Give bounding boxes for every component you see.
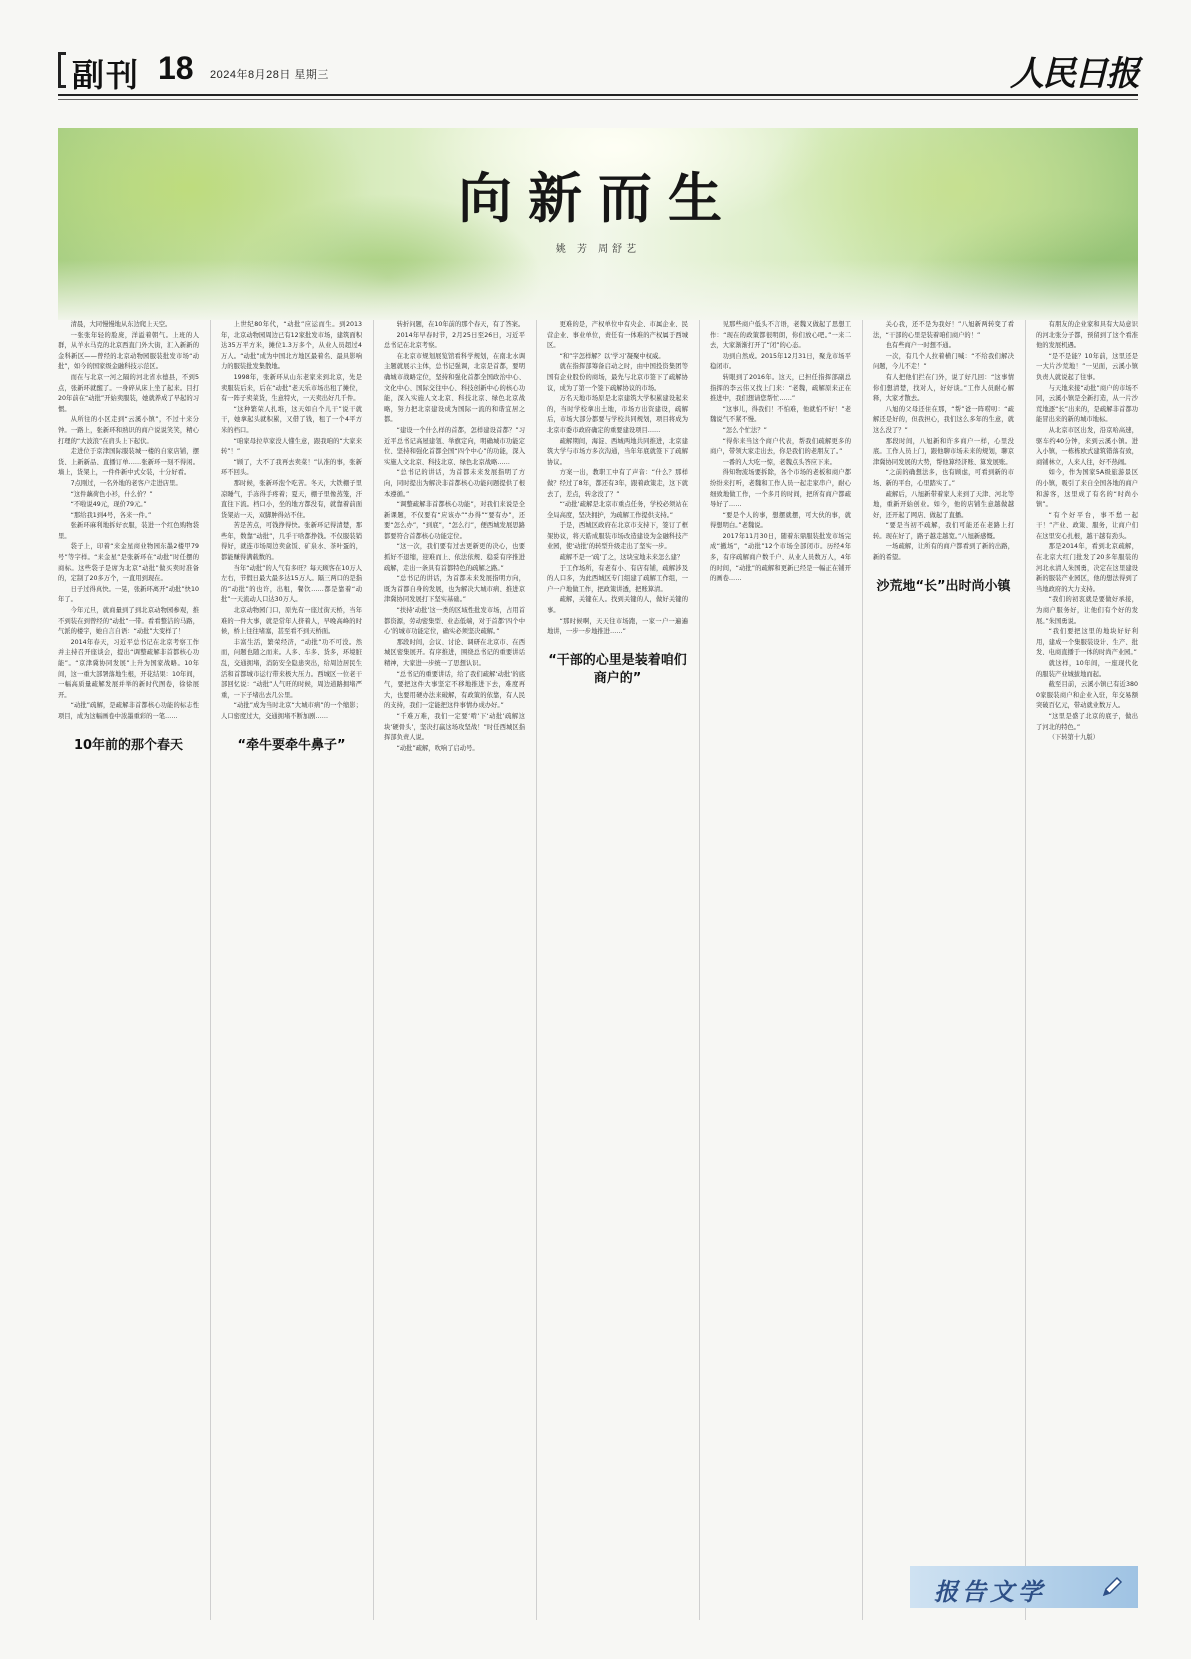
section-subhead: “干部的心里是装着咱们商户的”: [548, 652, 687, 686]
paragraph: “和”字怎样解？以‘学习’凝聚中权威。: [559, 352, 665, 360]
paragraph: “总书记的讲话，为首都未来发展指明了方向，同时提出为解决非首都核心功能问题提供了根本遵循。”: [384, 469, 525, 498]
paragraph: 从所往的小区走到“云溪小镇”，不过十来分钟。一路上，张新环和熟识的商户说说笑笑，精心打理的“大波浪”在肩头上下起伏。: [58, 416, 199, 445]
paragraph: 疏解不是一‘疏’了之，这块宝地未来怎么建？: [559, 554, 684, 562]
paragraph: “怎么个忙法？”: [722, 426, 767, 434]
section-bracket: [58, 52, 66, 88]
paragraph: “建设一个什么样的首都，怎样建设首都？”习近平总书记高屋建瓴、举旗定向，明确城市功能定位、坚持和强化首都全国“四个中心”的功能，深入实施人文北京、科技北京、绿色北京战略……: [384, 426, 525, 466]
paragraph: “‘动批’疏解是北京市重点任务，学校必须站在全局高度，坚决拥护，为疏解工作提供支持。”: [547, 501, 688, 519]
section-tag-label: 报告文学: [934, 1577, 1046, 1606]
paragraph: 清晨，大同慢慢地从东边爬上天空。: [70, 321, 172, 328]
paragraph: “动批”疏解，吹响了启动号。: [396, 744, 479, 752]
section-subhead: 沙荒地“长”出时尚小镇: [876, 578, 1011, 594]
paragraph: 丰富生活，繁荣经济，“动批”功不可没。然而，问题也随之而来。人多、车多、货多，环境脏乱，交通拥堵，消防安全隐患突出，给周边居民生活和首都城市运行带来极大压力。西城区一位老干部回忆说：“动批”人气旺的时候，周边道路拥堵严重，一下子堵出去几公里。: [221, 638, 362, 699]
paragraph: 那时候，张新环泡个吃苦。冬天，大铁棚子里凉睡气，手冻得手疼着；夏天，棚子里像蒸笼，汗直往下流。档口小，坐的地方都没有，就靠着前面货架站一天，双脚肿得站不住。: [221, 479, 362, 519]
column-1: [58, 320, 199, 1620]
paragraph: 在北京市规划展览馆看科学规划，在南北水调主题就展示主体，总书记强调，北京是首都，要明确城市战略定位，坚持和强化首都全国政治中心、文化中心、国际交往中心、科技创新中心的核心功能，深入实施人文北京、科技北京、绿色北京战略，努力把北京建设成为国际一流的和谐宜居之都。: [384, 352, 525, 424]
paragraph: 就在指挥部筹备启动之时，由中国投资集团等国有企业股份的商场，最先与北京市签下了疏解协议，成为了第一个签下疏解协议的市场。: [547, 363, 688, 392]
paragraph: 1998年，张新环从山东老家来到北京，先是卖服装后来，后在“动批”老天乐市场出租了摊位，有一阵子卖菜货，生意特火，一天卖出好几千件。: [221, 373, 362, 403]
column-6: [873, 320, 1014, 1620]
paragraph: 当年“动批”的人气有多旺？每天顾客在10万人左右，节假日最大最多达15万人。隔三两口的是指的“动批”的也许，出租，餐饮……都是靠着“动批”一天流动人口达30万人。: [221, 564, 362, 604]
paragraph: “这里是盛了北京的底子，做出了河北的特色。”: [1036, 712, 1138, 731]
page-number: 18: [158, 50, 194, 86]
paragraph: 日子过得真快。一晃，张新环离开“动批”快10年了。: [58, 585, 199, 604]
paragraph: 得知物流场要拆除，各个市场的老板和商户都纷纷来打听，老魏和工作人员一起走家串户，耐心细致地做工作，一个多月的时间，把所有商户都疏导好了……: [710, 469, 851, 509]
paragraph: 一张张年轻的脸庞，洋溢着朝气。上班的人群，从羊水马克的北京西直门外大街，汇入新新的金科新区——曾经的北京动物园服装批发市场“动批”，如今的国家级金融科技示范区。: [58, 331, 199, 371]
paragraph: 2014年早春时节，2月25日至26日，习近平总书记在北京考察。: [384, 331, 525, 350]
paragraph: 如今，作为国家5A级旅游景区的小镇，吸引了来自全国各地的商户和游客，这里成了有名的“时尚小镇”。: [1036, 469, 1138, 509]
column-divider: [536, 320, 537, 1620]
paragraph: 也有些商户一时想不通。: [885, 342, 955, 350]
column-divider: [373, 320, 374, 1620]
column-5: [710, 320, 851, 1620]
paragraph: 2017年11月30日，随着东鼎服装批发市场完成“撤场”，“动批”12个市场全部闭市。历经4年多，有序疏解商户数千户、从业人员数万人，4年的时间，“动批”的疏解和更新已经是一幅正在铺开的画卷……: [710, 532, 851, 583]
paragraph: “这一次，我们要有过去更新更的决心，也要抓好不退缩，迎难而上、依法依规、稳妥有序推进疏解，走出一条具有首都特色的疏解之路。”: [384, 543, 525, 572]
paragraph: “之前的确想法多，也有顾虑，可看到新的市场、新的平台，心里踏实了。”: [873, 469, 1014, 487]
paragraph: 见那些商户低头不言语，老魏又做起了思想工作：“现在的政策都很明朗，你们放心吧。”一来二去，大家渐渐打开了“闭”的心态。: [710, 321, 851, 350]
paragraph: 一番的人大吃一惊，老魏点头答应下来。: [722, 458, 836, 466]
paragraph: “我们的初衷就是要做好承接，为商户服务好，让他们有个好的发展。”朱国勇说。: [1036, 596, 1138, 625]
paragraph: “动批”成为当时北京“大城市病”的一个缩影；人口密度过大，交通拥堵不断加剧……: [221, 702, 362, 720]
paragraph: 2014年春天，习近平总书记在北京考察工作并主持召开座谈会，提出“调整疏解非首都核心功能”。“京津冀协同发展”上升为国家战略。10年间，这一重大部署落地生根，开花结果：10年间，一幅高质量疏解发展并举的新时代图卷，徐徐展开。: [58, 638, 199, 699]
column-4: [547, 320, 688, 1620]
section-subhead: 10年前的那个春天: [73, 737, 184, 753]
paragraph: 那段时间，八旭新和许多商户一样，心里没底。工作人员上门，跟他聊市场未来的规划，聊京津冀协同发展的大势，帮他算经济账、算发展账。: [873, 437, 1014, 466]
paragraph: 今年元旦，就商量到了到北京动物园参观，推不到装在到曾经的“动批”一带。看看整洁的马路，气派的楼宇，她自言自语：“动批”大变样了！: [58, 607, 199, 636]
paragraph: 于工作场所，有老有小、有店有铺，疏解涉及的人口多，为此西城区专门组建了疏解工作组，一户一户地做工作，把政策讲透，把账算清。: [547, 564, 688, 593]
masthead-rule-thin: [58, 99, 1138, 100]
section-name: 副刊: [72, 56, 141, 94]
paragraph: “是不是能？10年前，这里还是一大片沙荒地！”一见面，云溪小镇负责人就说起了往事。: [1036, 352, 1138, 381]
column-2: [221, 320, 362, 1620]
paragraph: 更难的是，产权单位中有央企、市属企业、民营企业、事业单位，责任有一体难的产权属于西城区。: [547, 321, 688, 350]
banner-fade: [58, 260, 1138, 320]
paragraph: 于是，西城区政府在北京市支持下，签订了框架协议，将天皓成服装市场改造建设为金融科技产业园，使‘动批’的转型升级走出了坚实一步。: [547, 522, 688, 551]
column-divider: [699, 320, 700, 1620]
paragraph: “这件藕荷色小衫，什么价？”: [70, 490, 153, 498]
paragraph: 那是2014年，看到北京疏解，在北京大红门批发了20多年服装的河北永清人朱国勇，决定在这里建设新的服装产业园区，他的想法得到了当地政府的大力支持。: [1036, 543, 1138, 593]
paragraph: “动批”疏解，是疏解非首都核心功能的标志性项目，成为这幅画卷中浓墨重彩的一笔……: [58, 702, 199, 720]
paragraph: 八旭的父母还住在那，“帮”爸一阵唠叨：“疏解还是好的，但我担心，我们这么多年的生意，就这么没了？”: [873, 405, 1014, 434]
paragraph: “这种繁荣人扎堆，这天如自个儿干”说干就干，她拿起头就积累，又借了钱，租了一个4平方米的档口。: [221, 405, 362, 434]
paragraph: 功到自然成。2015年12月31日，聚龙市场平稳闭市。: [710, 352, 851, 371]
paragraph: “那时候啊，天天往市场跑，一家一户一遍遍地讲，一步一步地推进……”: [547, 617, 688, 636]
article-byline: 姚 芳 周舒艺: [555, 244, 641, 255]
column-7: [1036, 320, 1138, 1620]
paragraph: 截至目前，云溪小镇已有近3800家服装商户和企业入驻，年交易额突破百亿元，带动就业数万人。: [1036, 681, 1138, 710]
column-divider: [1025, 320, 1026, 1620]
pen-icon: [1100, 1575, 1124, 1599]
paragraph: （下转第十九版）: [1048, 734, 1099, 742]
paragraph: 疏解后，八旭新带着家人来到了天津、河北等地，重新开始创业。如今，他的店铺生意越做越好，还开起了网店、做起了直播。: [873, 490, 1014, 519]
paragraph: “那给我1到4号，各来一件。”: [70, 511, 152, 519]
article-title: 向新而生: [458, 167, 738, 230]
column-divider: [862, 320, 863, 1620]
paragraph: “顾了，大不了我再去卖菜！”认准的事，张新环不回头。: [221, 458, 362, 477]
column-divider: [210, 320, 211, 1620]
paragraph: 与天地来接“动批”商户的市场不同，云溪小镇是全新打造，从一片沙荒地逐“长”出来的，是疏解非首都功能冒出来的新的城市地标。: [1036, 384, 1138, 424]
paragraph: 有朋友的企业家和具有大局意识的河北张分子都，预留到了这个看准他的发展机遇。: [1036, 321, 1138, 350]
paragraph: 张新环麻利地拆好衣服，装进一个红色购物袋里。: [58, 522, 199, 540]
paragraph: “总书记的讲话，为首都未来发展指明方向，既为首都自身的发展，也为解决大城市病、推进京津冀协同发展打下坚实基础。”: [384, 575, 525, 604]
section-subhead: “牵牛要牵牛鼻子”: [237, 737, 346, 753]
paragraph: “调整疏解非首都核心功能”，对我们来说是全新课题，不仅要有“应该办”“办得”“要有办”，还要“怎么办”，“到底”，“怎么行”，便西城发展思路都要符合首都核心功能定位。: [384, 501, 525, 540]
paper-logo: 人民日报: [1010, 54, 1138, 94]
paragraph: 一次，有几个人拉着横门喊：“不给我们解决问题，今儿不走！”: [873, 352, 1014, 371]
paragraph: 万名天地市场原是北京建筑大学积累建设起来的，当时学校拿出土地，市场方出资建设，疏解后，市场大部分都要与学校共同规划，项目将成为北京市委市政府确定的重要建设项目……: [547, 395, 688, 434]
paragraph: 有人把他们拦在门外，说了好几回：“这事情你们想清楚，找对人，好好谈。”工作人员耐心解释，大家才散去。: [873, 373, 1014, 403]
paragraph: “总书记的重要讲话，给了我们疏解‘动批’的底气，要把这件大事坚定不移地推进下去，难度再大，也要用硬办法来破解，有政策的依靠，有人民的支持，我们一定能把这件事情办成办好。”: [384, 670, 525, 710]
masthead: [58, 42, 1138, 106]
masthead-rule: [58, 94, 1138, 96]
issue-date: 2024年8月28日 星期三: [210, 69, 329, 81]
column-3: [384, 320, 525, 1620]
section-tag-badge: [910, 1566, 1138, 1608]
paragraph: 上世纪80年代，“动批”应运而生。到2013年，北京动物园周边已有12家批发市场，建筑面积达35万平方米，摊位1.3万多个，从业人员超过4万人。“动批”成为中国北方地区最着名、最具影响力的服装批发集散地。: [221, 321, 362, 371]
paragraph: 一场疏解，让所有的商户都看到了新的出路，新的希望。: [873, 543, 1014, 562]
paragraph: “不啦说49元，现价79元。”: [70, 501, 147, 509]
headline-banner: [58, 128, 1138, 320]
paragraph: “要是当初不疏解，我们可能还在老路上打转。现在好了，路子越走越宽。”八旭新感慨。: [873, 522, 1014, 540]
paragraph: “有个好平台，事不愁一起干！”产业、政策、服务，让商户们在这里安心扎根，越干越有劲头。: [1036, 511, 1138, 540]
paragraph: 苦是苦点，可钱挣得快。张新环记得清楚，那些年，数靠“动批”，几乎干啥都挣钱。不仅服装销得好，就连市场周边卖盒饭、矿泉水、茶叶蛋的，都能赚得满载数的。: [221, 522, 362, 562]
paragraph: 北京动物园门口，原先有一座过街天桥，当年难的一件大事，就是常年人挤着人，早晚高峰的时候，桥上往往堵塞，甚至看不到天桥面。: [221, 607, 362, 636]
article-body: [58, 320, 1138, 1650]
paragraph: 疏解期间，海淀、西城两地共同推进，北京建筑大学与市场方多次沟通，当年年底就签下了疏解协议。: [547, 437, 688, 466]
paragraph: “咱家母拉草家没人懂生意，跟我咱的“大家来转”！”: [221, 437, 362, 456]
paragraph: “得你来当这个商户代表，帮我们疏解更多的商户，带领大家走出去，你是我们的老朋友了。”: [710, 437, 851, 456]
paragraph: “扶持‘动批’这一类的区域性批发市场，占用首都资源，劳动密集型、业态低端，对于首都‘四个中心’的城市功能定位，确实必须坚决疏解。”: [384, 607, 525, 636]
paragraph: 方案一出，教职工中有了声音：“什么？那样做？经过了8年，都还有3年，跟着政策走，这下就去了，差点，转念没了？”: [547, 469, 688, 498]
paragraph: 而在与北京一河之隔的河北省水德县，不到5点，张新环就醒了。一身碎从床上坐了起来。目打20年前在“动批”开始卖服装，她就养成了早起的习惯。: [58, 373, 199, 413]
paragraph: 从北京市区出发，沿京哈高速，驱车约40分钟，来到云溪小镇。进入小镇，一栋栋欧式建筑错落有致，商铺林立，人来人往，好不热闹。: [1036, 426, 1138, 466]
paragraph: 转折问题，在10年前的那个春天，有了答案。: [396, 321, 525, 328]
paragraph: 关心我，还不是为我好！”八旭新两转变了看法，“干部的心里是装着咱们商户的！”: [873, 321, 1014, 339]
paragraph: “千难万难，我们一定要‘啃’下‘动批’疏解这块‘硬骨头’，坚决打赢这场攻坚战！”时任西城区指挥部负责人说。: [384, 712, 525, 742]
paragraph: 转眼到了2016年。这天，已担任指挥部副总指挥的李云伟又找上门来：“老魏，疏解原来正在推进中，我们想请您帮忙……”: [710, 373, 851, 403]
paragraph: 走进位于京津国际服装城一楼的自家店铺，摆货、上新新品、直播订单……张新环一刻不得闲。墙上，货架上，一件件新中式女装，十分好看。: [58, 448, 199, 477]
paragraph: 那段时间，会议、讨论、调研在北京市、在西城区密集展开。有序推进，围绕总书记的重要讲话精神，大家进一步统一了思想认识。: [384, 638, 525, 667]
paragraph: 疏解，关键在人。找到关键的人，做好关键的事。: [547, 596, 688, 615]
paragraph: “要是个人的事，想摆就摆，可大伙的事，就得想明白。”老魏说。: [710, 511, 851, 530]
paragraph: “我们要把这里的地块好好利用，建成一个集服装设计、生产、批发、电商直播于一体的时尚产业园。”: [1036, 628, 1138, 657]
paragraph: 就这样，10年间，一座现代化的服装产业城拔地而起。: [1036, 660, 1138, 678]
paragraph: “这事儿，得我们！不怕难，他就怕不好！”老魏说气不紧不慢。: [710, 405, 851, 424]
paragraph: 7点刚过，一名外地的老客户走进店里。: [70, 479, 182, 487]
paragraph: 袋子上，印着“来金星商业物园东墨2楼甲79号”等字样。“来金星”是张新环在“动批”时任摆的商标。这些袋子是席为北京“动批”做买卖时准备的，定制了20多万个，一直用到现在。: [58, 543, 199, 583]
